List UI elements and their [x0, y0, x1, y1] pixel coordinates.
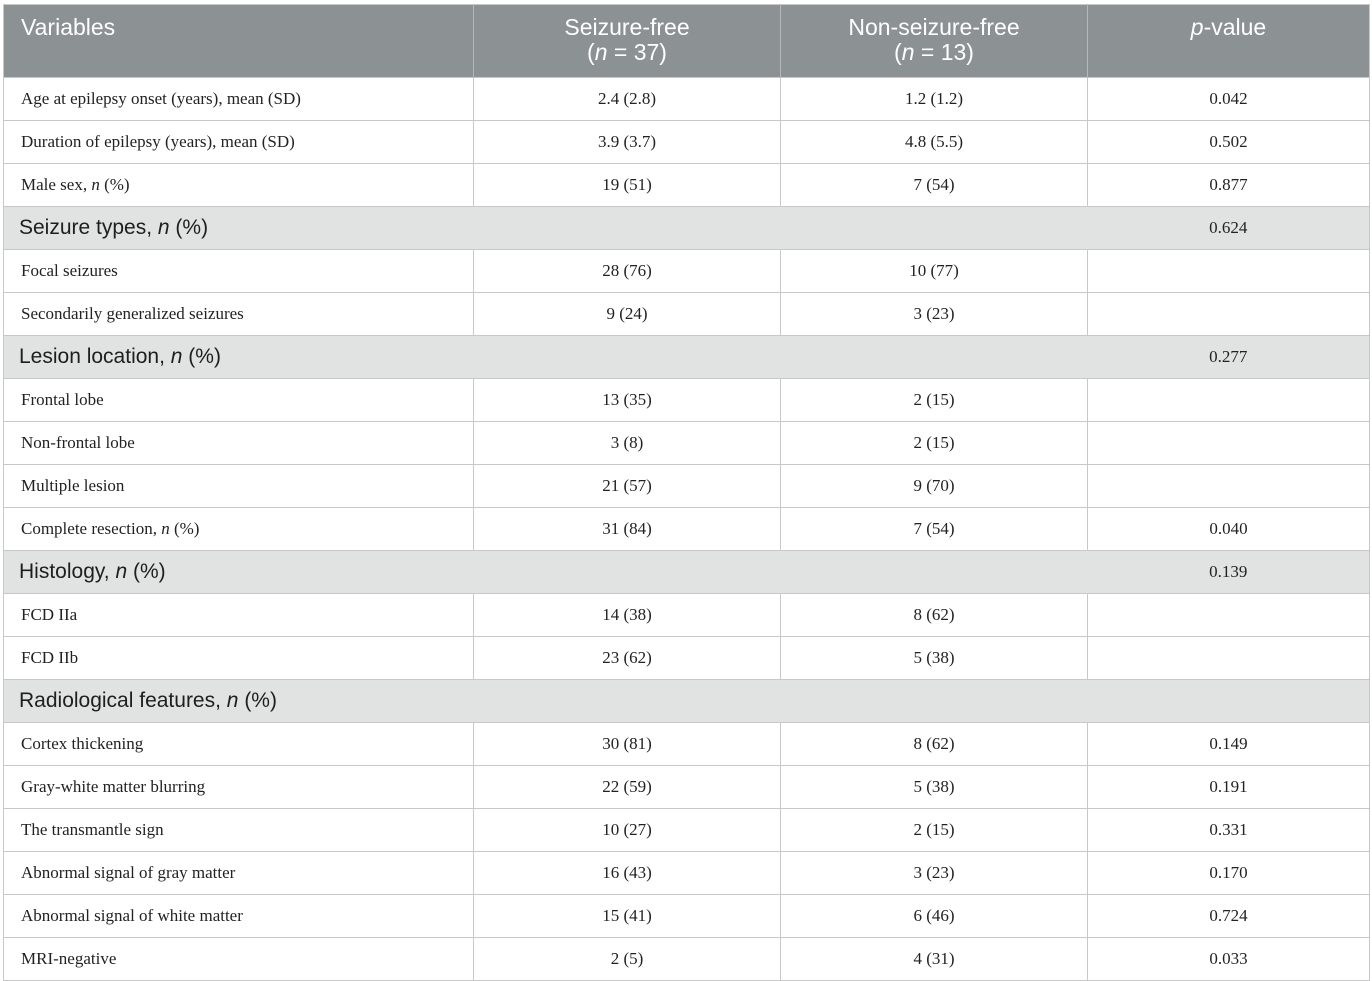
seizure-free-cell: 14 (38)	[474, 594, 781, 637]
variable-cell: The transmantle sign	[4, 809, 474, 852]
p-value-cell: 0.170	[1088, 852, 1370, 895]
non-seizure-free-cell: 9 (70)	[781, 465, 1088, 508]
table-row	[4, 78, 1370, 121]
p-value-cell	[1088, 379, 1370, 422]
seizure-free-cell: 2.4 (2.8)	[474, 78, 781, 121]
seizure-free-cell: 16 (43)	[474, 852, 781, 895]
non-seizure-free-cell: 5 (38)	[781, 637, 1088, 680]
p-value-cell: 0.042	[1088, 78, 1370, 121]
section-header-row	[4, 680, 1370, 723]
table-row	[4, 508, 1370, 551]
section-label: Seizure types, n (%)	[4, 207, 1088, 250]
table-row	[4, 465, 1370, 508]
table-row	[4, 250, 1370, 293]
section-header-row	[4, 207, 1370, 250]
variable-cell: Focal seizures	[4, 250, 474, 293]
p-value-cell	[1088, 250, 1370, 293]
seizure-free-cell: 30 (81)	[474, 723, 781, 766]
p-value-cell	[1088, 465, 1370, 508]
header-row	[4, 5, 1370, 78]
non-seizure-free-cell: 3 (23)	[781, 852, 1088, 895]
table-row	[4, 121, 1370, 164]
variable-cell: Male sex, n (%)	[4, 164, 474, 207]
seizure-free-cell: 10 (27)	[474, 809, 781, 852]
variable-cell: Frontal lobe	[4, 379, 474, 422]
table-row	[4, 164, 1370, 207]
p-value-cell: 0.624	[1088, 207, 1370, 250]
data-table	[3, 4, 1370, 981]
p-value-cell: 0.331	[1088, 809, 1370, 852]
seizure-free-cell: 13 (35)	[474, 379, 781, 422]
seizure-free-cell: 15 (41)	[474, 895, 781, 938]
seizure-free-cell: 31 (84)	[474, 508, 781, 551]
table-row	[4, 766, 1370, 809]
header-variables: Variables	[4, 5, 474, 78]
non-seizure-free-cell: 4 (31)	[781, 938, 1088, 981]
variable-cell: FCD IIb	[4, 637, 474, 680]
non-seizure-free-cell: 7 (54)	[781, 508, 1088, 551]
variable-cell: MRI-negative	[4, 938, 474, 981]
seizure-free-cell: 2 (5)	[474, 938, 781, 981]
section-label: Radiological features, n (%)	[4, 680, 1088, 723]
section-label: Lesion location, n (%)	[4, 336, 1088, 379]
non-seizure-free-cell: 4.8 (5.5)	[781, 121, 1088, 164]
seizure-free-cell: 22 (59)	[474, 766, 781, 809]
p-value-cell: 0.033	[1088, 938, 1370, 981]
non-seizure-free-cell: 7 (54)	[781, 164, 1088, 207]
variable-cell: Non-frontal lobe	[4, 422, 474, 465]
seizure-free-cell: 9 (24)	[474, 293, 781, 336]
p-value-cell	[1088, 637, 1370, 680]
p-value-cell: 0.724	[1088, 895, 1370, 938]
table-row	[4, 594, 1370, 637]
non-seizure-free-cell: 2 (15)	[781, 422, 1088, 465]
table-row	[4, 379, 1370, 422]
p-value-cell	[1088, 293, 1370, 336]
p-value-cell	[1088, 680, 1370, 723]
non-seizure-free-cell: 6 (46)	[781, 895, 1088, 938]
header-p-value: p-value	[1088, 5, 1370, 78]
table-row	[4, 723, 1370, 766]
seizure-free-cell: 3.9 (3.7)	[474, 121, 781, 164]
variable-cell: Secondarily generalized seizures	[4, 293, 474, 336]
p-value-cell: 0.139	[1088, 551, 1370, 594]
table-row	[4, 852, 1370, 895]
variable-cell: Duration of epilepsy (years), mean (SD)	[4, 121, 474, 164]
non-seizure-free-cell: 2 (15)	[781, 809, 1088, 852]
non-seizure-free-cell: 2 (15)	[781, 379, 1088, 422]
non-seizure-free-cell: 1.2 (1.2)	[781, 78, 1088, 121]
variable-cell: Age at epilepsy onset (years), mean (SD)	[4, 78, 474, 121]
table-row	[4, 809, 1370, 852]
section-header-row	[4, 551, 1370, 594]
table-row	[4, 637, 1370, 680]
non-seizure-free-cell: 8 (62)	[781, 594, 1088, 637]
p-value-cell	[1088, 422, 1370, 465]
variable-cell: Cortex thickening	[4, 723, 474, 766]
non-seizure-free-cell: 5 (38)	[781, 766, 1088, 809]
p-value-cell: 0.191	[1088, 766, 1370, 809]
p-value-cell: 0.877	[1088, 164, 1370, 207]
non-seizure-free-cell: 10 (77)	[781, 250, 1088, 293]
non-seizure-free-cell: 3 (23)	[781, 293, 1088, 336]
p-value-cell: 0.502	[1088, 121, 1370, 164]
section-header-row	[4, 336, 1370, 379]
header-seizure-free: Seizure-free (n = 37)	[474, 5, 781, 78]
seizure-free-cell: 19 (51)	[474, 164, 781, 207]
p-value-cell	[1088, 594, 1370, 637]
variable-cell: Abnormal signal of white matter	[4, 895, 474, 938]
p-value-cell: 0.040	[1088, 508, 1370, 551]
seizure-free-cell: 3 (8)	[474, 422, 781, 465]
seizure-free-cell: 28 (76)	[474, 250, 781, 293]
variable-cell: Multiple lesion	[4, 465, 474, 508]
table-row	[4, 422, 1370, 465]
variable-cell: Gray-white matter blurring	[4, 766, 474, 809]
p-value-cell: 0.149	[1088, 723, 1370, 766]
variable-cell: FCD IIa	[4, 594, 474, 637]
table-body	[4, 78, 1370, 981]
variable-cell: Abnormal signal of gray matter	[4, 852, 474, 895]
section-label: Histology, n (%)	[4, 551, 1088, 594]
p-value-cell: 0.277	[1088, 336, 1370, 379]
non-seizure-free-cell: 8 (62)	[781, 723, 1088, 766]
table-row	[4, 293, 1370, 336]
seizure-free-cell: 23 (62)	[474, 637, 781, 680]
seizure-free-cell: 21 (57)	[474, 465, 781, 508]
table-row	[4, 938, 1370, 981]
header-non-seizure-free: Non-seizure-free (n = 13)	[781, 5, 1088, 78]
variable-cell: Complete resection, n (%)	[4, 508, 474, 551]
table-row	[4, 895, 1370, 938]
